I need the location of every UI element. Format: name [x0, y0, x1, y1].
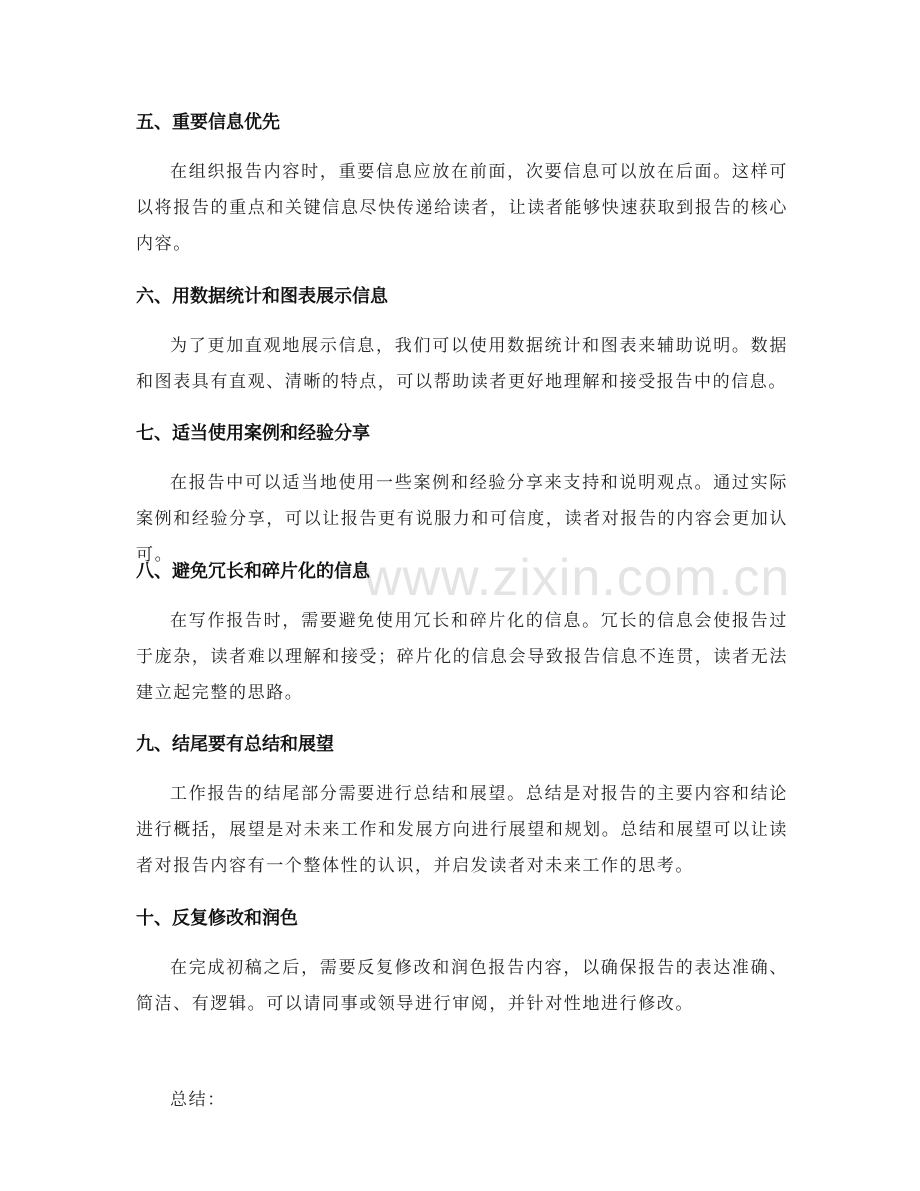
section-heading-9: 九、结尾要有总结和展望: [136, 734, 334, 755]
summary-label: 总结：: [170, 1090, 226, 1110]
section-body-10: 在完成初稿之后，需要反复修改和润色报告内容，以确保报告的表达准确、简洁、有逻辑。可以请同事或领导进行审阅，并针对性地进行修改。: [136, 958, 788, 1014]
section-heading-10: 十、反复修改和润色: [136, 908, 298, 929]
section-heading-6: 六、用数据统计和图表展示信息: [136, 286, 388, 307]
section-body-7: 在报告中可以适当地使用一些案例和经验分享来支持和说明观点。通过实际案例和经验分享，可以让报告更有说服力和可信度，读者对报告的内容会更加认可。: [136, 473, 788, 565]
section-heading-7: 七、适当使用案例和经验分享: [136, 423, 370, 444]
section-body-9: 工作报告的结尾部分需要进行总结和展望。总结是对报告的主要内容和结论进行概括，展望是对未来工作和发展方向进行展望和规划。总结和展望可以让读者对报告内容有一个整体性的认识，并启发读者对未来工作的思考。: [136, 784, 788, 876]
section-body-5: 在组织报告内容时，重要信息应放在前面，次要信息可以放在后面。这样可以将报告的重点和关键信息尽快传递给读者，让读者能够快速获取到报告的核心内容。: [136, 162, 788, 254]
section-heading-5: 五、重要信息优先: [136, 112, 280, 133]
section-body-8: 在写作报告时，需要避免使用冗长和碎片化的信息。冗长的信息会使报告过于庞杂，读者难以理解和接受；碎片化的信息会导致报告信息不连贯，读者无法建立起完整的思路。: [136, 611, 788, 703]
section-body-6: 为了更加直观地展示信息，我们可以使用数据统计和图表来辅助说明。数据和图表具有直观、清晰的特点，可以帮助读者更好地理解和接受报告中的信息。: [136, 336, 788, 392]
section-heading-8: 八、避免冗长和碎片化的信息: [136, 561, 370, 582]
watermark: www.zixin.com.cn: [364, 549, 791, 607]
